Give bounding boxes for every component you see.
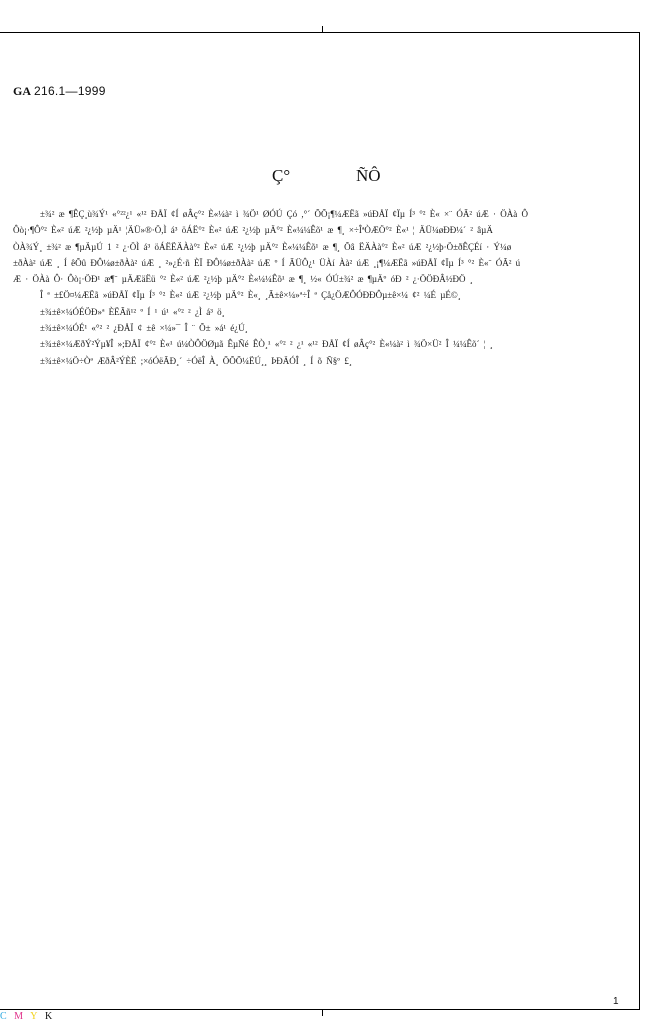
standard-code: GA [13,84,31,98]
top-crop-mark [322,26,323,32]
bottom-crop-mark [322,1010,323,1016]
body-line: ±¾±ê×¼ÆðÝ²Ýµ¥Î »;ÐÅÏ ¢°² È«¹ ú¼ÒÔÖØµã ÊµÑé ÊÒ¸¹ «°² ² ¿¹ «¹² ÐÅÏ ¢Í øÂç°² È«¼à² ì ¾Ö×Ü² Î ¼¼Êõ´ ¦ ¸ [40,339,493,350]
body-line: Æ · ÖÀà Ô· Ôò¡·ÖÐ¹ æ¶¨ µÄÆäËü °² È«² úÆ ²¿½þ µÄ°² È«¼¼Êõ¹ æ ¶¸ ½« ÓÚ±¾² æ ¶µÄº óÐ ² ¿·ÖÖÐÂ½ÐÖ ¸ [13,274,473,285]
title-left-glyphs: Ç° [272,166,291,185]
cmyk-m-mark: M [14,1011,25,1022]
page-number: 1 [613,996,619,1007]
cmyk-k-mark: K [44,1011,54,1022]
body-line: ±¾±ê×¼Ö÷Òª ÆðÂ²ÝÈË ;×óÓëÃÐ¸´ ÷ÓëÎ À¸ ÕÕÕ¼ËÚ¸¸ ÞÐÄÓÎ ¸ Í õ Ñ§º £¸ [40,355,352,366]
cmyk-c-mark: C [0,1011,8,1022]
foreword-body [13,206,638,369]
bottom-border-line [0,1009,640,1010]
body-line: ±¾² æ ¶ÊÇ¸ù¾Ý¹ «°²²¿¹ «¹² ÐÅÏ ¢Í øÂç°² È«¼à² ì ¾Ö¹ ØÓÚ Çó ,°´ ÕÕ¡¶¼ÆËã »úÐÅÏ ¢Ïµ Í³ °² È« ×¨ ÓÃ² úÆ · ÖÀà Ô [40,209,529,219]
standard-header [13,84,106,99]
standard-number: 216.1—1999 [34,84,106,98]
cmyk-y-mark: Y [30,1011,39,1022]
title-right-glyphs: ÑÔ [356,166,381,185]
body-line: Ôò¡·¶Ô°² È«² úÆ ²¿½þ µÄ¹ ¦ÄÜ»®·Ö,Ì á³ öÁË°² È«² úÆ ²¿½þ µÄ°² È«¼¼Êõ¹ æ ¶¸ ×÷ÎªÒÆÖ°² È«¹ ¦ ÄÜ¼øÐÐ¼´ ² âµÄ [13,225,493,236]
body-line: ±¾±ê×¼ÓÉ¹ «°² ² ¿ÐÅÏ ¢ ±ê ×¼»¯ Î ¨ Õ± »á¹ é¿Ú¸ [40,323,248,334]
cmyk-registration-marks [0,1011,56,1022]
top-border-line [0,32,640,33]
page-title [0,166,640,188]
body-line: Î ª ±£Ö¤¼ÆËã »úÐÅÏ ¢Ïµ Í³ °² È«² úÆ ²¿½þ µÄ°² È«¸ ¸Ã±ê×¼»ª÷Î ª Çå¿ÖÆÔÓÐÐÔµ±ê×¼ ¢² ¼É µÉ©¸ [40,290,461,301]
body-line: ±ðÀà² úÆ ¸ Í êÕû ÐÔ¼ø±ðÀà² úÆ ¸ ²»¿É·ñ ÈÏ ÐÔ¼ø±ðÀà² úÆ º Í ÃÜÔ¿¹ ÜÀí Àà² úÆ ¸¡¶¼ÆËã »úÐÅÏ ¢Ïµ Í³ °² È«¨ ÓÃ² ú [13,257,521,268]
body-line: ÒÀ¾Ý¸ ±¾² æ ¶µÄµÚ 1 ² ¿·ÖÌ á³ öÁËËÄÀà°² È«² úÆ ²¿½þ µÄ°² È«¼¼Êõ¹ æ ¶¸ Õâ ËÄÀà°² È«² úÆ ²¿½þ·Ö±ðÊÇÉí · Ý¼ø [13,241,512,252]
body-line: ±¾±ê×¼ÓÉÖÐ»ª ÈËÃñ¹² º Í ¹ ú¹ «°² ² ¿Ì á³ ö¸ [40,306,225,317]
